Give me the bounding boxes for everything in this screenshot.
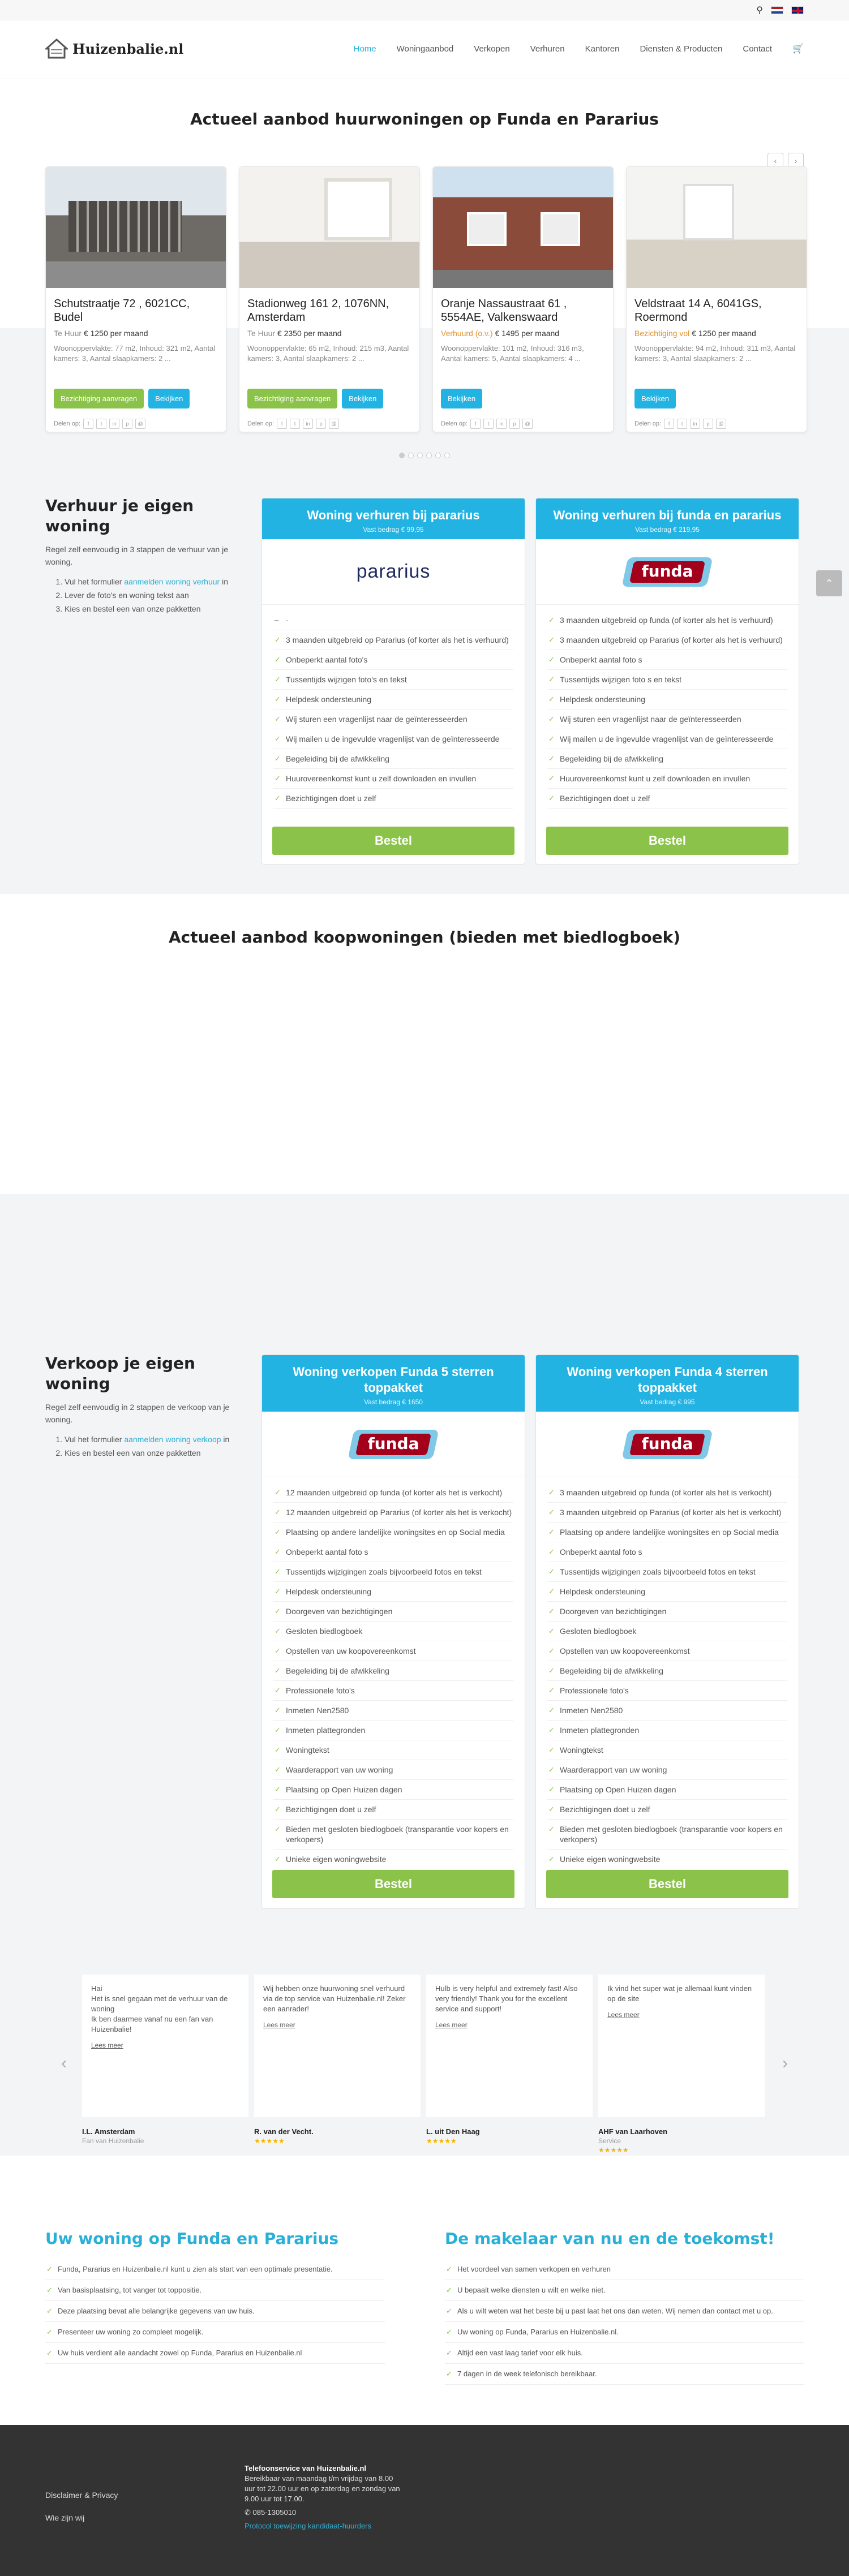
verhuur-step-3: 3. Kies en bestel een van onze pakketten xyxy=(65,602,232,616)
property-price: € 1250 per maand xyxy=(692,329,756,338)
pkg-feature: ✓ Inmeten Nen2580 xyxy=(547,1701,787,1721)
logo-text: Huizenbalie.nl xyxy=(72,40,184,57)
email-icon[interactable]: @ xyxy=(135,419,145,429)
testimonial-author xyxy=(82,2127,248,2154)
usp-left-title: Uw woning op Funda en Pararius xyxy=(45,2229,339,2248)
pkg-feature: ✓ Begeleiding bij de afwikkeling xyxy=(273,749,513,769)
pkg-funda-5-star xyxy=(261,1354,525,1909)
property-status: Bezichtiging vol xyxy=(634,329,690,338)
linkedin-icon[interactable]: in xyxy=(690,419,700,429)
carousel-dots xyxy=(0,453,849,458)
property-title[interactable]: Schutstraatje 72 , 6021CC, Budel xyxy=(54,298,190,324)
property-price: € 1250 per maand xyxy=(83,329,148,338)
read-more-link[interactable]: Lees meer xyxy=(607,2011,640,2019)
share-bar: Delen op: f t in p @ xyxy=(247,419,411,429)
rating-stars-icon: ★★★★★ xyxy=(598,2146,629,2154)
email-icon[interactable]: @ xyxy=(329,419,339,429)
usp-item: ✓ Uw huis verdient alle aandacht zowel op Funda, Pararius en Huizenbalie.nl xyxy=(45,2343,385,2364)
usp-right-title: De makelaar van nu en de toekomst! xyxy=(445,2229,775,2248)
property-status: Te Huur xyxy=(54,329,82,338)
pkg-feature: ✓ Onbeperkt aantal foto's xyxy=(273,650,513,670)
pkg-feature: ✓ Onbeperkt aantal foto s xyxy=(547,650,787,670)
koop-section-title: Actueel aanbod koopwoningen (bieden met biedlogboek) xyxy=(168,928,681,947)
pkg-feature: ✓ Woningtekst xyxy=(273,1740,513,1760)
pkg-feature: ✓ Plaatsing op andere landelijke woningsites en op Social media xyxy=(273,1523,513,1542)
verkoop-step-2: 2. Kies en bestel een van onze pakketten xyxy=(65,1446,232,1460)
order-button[interactable]: Bestel xyxy=(546,827,788,855)
pkg-feature: ✓ Bezichtigingen doet u zelf xyxy=(547,789,787,809)
pkg-feature: ✓ Professionele foto's xyxy=(273,1681,513,1701)
facebook-icon[interactable]: f xyxy=(664,419,674,429)
pkg-title: Woning verkopen Funda 5 sterren toppakket xyxy=(293,1365,494,1395)
verhuur-intro xyxy=(45,496,232,616)
funda-logo: funda xyxy=(625,557,710,587)
pkg-funda-4-star xyxy=(535,1354,799,1909)
facebook-icon[interactable]: f xyxy=(277,419,287,429)
pkg-feature: ✓ Wij sturen een vragenlijst naar de geïnteresseerden xyxy=(547,709,787,729)
property-description: Woonoppervlakte: 77 m2, Inhoud: 321 m2, Aantal kamers: 3, Aantal slaapkamers: 2 ... xyxy=(54,344,216,363)
usp-item: ✓ Van basisplaatsing, tot vanger tot toppositie. xyxy=(45,2280,385,2301)
facebook-icon[interactable]: f xyxy=(470,419,481,429)
pkg-feature: ✓ Gesloten biedlogboek xyxy=(547,1622,787,1641)
pkg-feature: ✓ 3 maanden uitgebreid op Pararius (of korter als het is verkocht) xyxy=(547,1503,787,1523)
pkg-feature: ✓ Plaatsing op andere landelijke woningsites en op Social media xyxy=(547,1523,787,1542)
author-role: Service xyxy=(598,2137,621,2145)
share-bar: Delen op: f t in p @ xyxy=(634,419,799,429)
pkg-price: Vast bedrag € 219,95 xyxy=(635,526,700,534)
carousel-dot[interactable] xyxy=(399,453,405,458)
usp-item: ✓ Deze plaatsing bevat alle belangrijke gegevens van uw huis. xyxy=(45,2301,385,2322)
author-role: Fan van Huizenbalie xyxy=(82,2137,144,2145)
carousel-dot[interactable] xyxy=(417,453,423,458)
read-more-link[interactable]: Lees meer xyxy=(435,2021,468,2029)
twitter-icon[interactable]: t xyxy=(96,419,106,429)
dutch-flag-icon[interactable] xyxy=(771,6,783,14)
search-icon[interactable]: ⚲ xyxy=(756,6,763,15)
order-button[interactable]: Bestel xyxy=(272,1870,514,1898)
pinterest-icon[interactable]: p xyxy=(122,419,132,429)
carousel-prev-button[interactable]: ‹ xyxy=(767,153,783,169)
pkg-feature: ✓ Inmeten Nen2580 xyxy=(273,1701,513,1721)
main-nav xyxy=(354,43,804,54)
pkg-feature: ✓ Opstellen van uw koopovereenkomst xyxy=(547,1641,787,1661)
testimonial-text: Hai Het is snel gegaan met de verhuur van de woning Ik ben daarmee vanaf nu een fan van Huizenbalie! xyxy=(91,1984,228,2033)
property-title[interactable]: Veldstraat 14 A, 6041GS, Roermond xyxy=(634,298,762,324)
twitter-icon[interactable]: t xyxy=(483,419,494,429)
linkedin-icon[interactable]: in xyxy=(303,419,313,429)
verkoop-intro-text: Regel zelf eenvoudig in 2 stappen de verkoop van je woning. xyxy=(45,1403,230,1424)
pkg-feature: ✓ Gesloten biedlogboek xyxy=(273,1622,513,1641)
pkg-feature: ✓ 3 maanden uitgebreid op Pararius (of korter als het is verhuurd) xyxy=(273,630,513,650)
pkg-feature: ✓ 3 maanden uitgebreid op funda (of korter als het is verkocht) xyxy=(547,1483,787,1503)
property-price: € 1495 per maand xyxy=(495,329,560,338)
property-description: Woonoppervlakte: 94 m2, Inhoud: 311 m3, Aantal kamers: 3, Aantal slaapkamers: 2 ... xyxy=(634,344,796,363)
pkg-feature: ✓ Huurovereenkomst kunt u zelf downloaden en invullen xyxy=(273,769,513,789)
carousel-next-button[interactable]: › xyxy=(788,153,804,169)
pkg-feature: ✓ Plaatsing op Open Huizen dagen xyxy=(547,1780,787,1800)
pkg-feature: ✓ Huurovereenkomst kunt u zelf downloaden en invullen xyxy=(547,769,787,789)
property-card[interactable] xyxy=(432,166,614,432)
pkg-feature: ✓ Waarderapport van uw woning xyxy=(547,1760,787,1780)
property-title[interactable]: Stadionweg 161 2, 1076NN, Amsterdam xyxy=(247,298,389,324)
funda-logo: funda xyxy=(625,1430,710,1459)
pkg-feature: ✓ Wij mailen u de ingevulde vragenlijst van de geïnteresseerde xyxy=(547,729,787,749)
property-photo[interactable] xyxy=(627,167,807,288)
testimonial-text: Wij hebben onze huurwoning snel verhuurd via de top service van Huizenbalie.nl! Zeker een aanrader! xyxy=(263,1984,406,2013)
rent-section-title: Actueel aanbod huurwoningen op Funda en Pararius xyxy=(190,110,659,128)
pkg-price: Vast bedrag € 99,95 xyxy=(363,526,424,534)
pkg-feature: ✓ Helpdesk ondersteuning xyxy=(547,690,787,709)
property-photo[interactable] xyxy=(46,167,226,288)
usp-item: ✓ Het voordeel van samen verkopen en verhuren xyxy=(445,2259,804,2280)
testimonials-section xyxy=(0,1941,849,2156)
view-button[interactable]: Bekijken xyxy=(634,389,676,408)
pkg-feature: ✓ Begeleiding bij de afwikkeling xyxy=(273,1661,513,1681)
view-button[interactable]: Bekijken xyxy=(441,389,482,408)
pkg-feature: ✓ Tussentijds wijzigingen zoals bijvoorbeeld fotos en tekst xyxy=(273,1562,513,1582)
property-card[interactable] xyxy=(626,166,807,432)
email-icon[interactable]: @ xyxy=(716,419,726,429)
carousel-dot[interactable] xyxy=(435,453,441,458)
cart-icon[interactable]: 🛒 xyxy=(792,44,804,54)
pkg-feature: ✓ Opstellen van uw koopovereenkomst xyxy=(273,1641,513,1661)
pkg-title: Woning verhuren bij pararius xyxy=(307,508,480,522)
pkg-feature: ✓ 12 maanden uitgebreid op Pararius (of korter als het is verkocht) xyxy=(273,1503,513,1523)
property-price: € 2350 per maand xyxy=(277,329,342,338)
pkg-feature: ✓ Unieke eigen woningwebsite xyxy=(547,1850,787,1869)
read-more-link[interactable]: Lees meer xyxy=(91,2041,123,2049)
testimonial-author xyxy=(254,2127,421,2154)
funda-logo: funda xyxy=(351,1430,436,1459)
footer-phone[interactable]: ✆ 085-1305010 xyxy=(245,2508,297,2517)
author-name: I.L. Amsterdam xyxy=(82,2127,135,2136)
usp-item: ✓ Altijd een vast laag tarief voor elk huis. xyxy=(445,2343,804,2364)
pkg-feature: ✓ Inmeten plattegronden xyxy=(273,1721,513,1740)
viewing-request-button[interactable]: Bezichtiging aanvragen xyxy=(54,389,144,408)
share-bar: Delen op: f t in p @ xyxy=(441,419,605,429)
back-to-top-button[interactable]: ⌃ xyxy=(816,570,842,596)
author-name: L. uit Den Haag xyxy=(426,2127,480,2136)
nav-verhuren[interactable]: Verhuren xyxy=(530,44,565,54)
usp-item: ✓ U bepaalt welke diensten u wilt en welke niet. xyxy=(445,2280,804,2301)
carousel-dot[interactable] xyxy=(426,453,432,458)
pkg-feature: ✓ Wij mailen u de ingevulde vragenlijst van de geïnteresseerde xyxy=(273,729,513,749)
pkg-feature: ✓ Doorgeven van bezichtigingen xyxy=(547,1602,787,1622)
rent-carousel xyxy=(0,156,849,427)
pkg-feature: ✓ Tussentijds wijzigen foto s en tekst xyxy=(547,670,787,690)
pkg-title: Woning verkopen Funda 4 sterren toppakket xyxy=(567,1365,768,1395)
verhuur-heading: Verhuur je eigen woning xyxy=(45,496,194,535)
share-bar: Delen op: f t in p @ xyxy=(54,419,218,429)
footer-tel-text: Bereikbaar van maandag t/m vrijdag van 8.00 uur tot 22.00 uur en op zaterdag en zondag van 9.00 uur tot 17.00. xyxy=(245,2474,400,2503)
pkg-pararius-rent xyxy=(261,498,525,865)
pkg-feature: ✓ Bezichtigingen doet u zelf xyxy=(273,789,513,809)
pkg-feature: ✓ 3 maanden uitgebreid op Pararius (of korter als het is verhuurd) xyxy=(547,630,787,650)
verhuur-step-1: 1. Vul het formulier aanmelden woning verhuur in xyxy=(65,575,232,588)
pkg-title: Woning verhuren bij funda en pararius xyxy=(553,508,782,522)
pkg-feature: ✓ Unieke eigen woningwebsite xyxy=(273,1850,513,1869)
aanmelden-verkoop-link[interactable]: aanmelden woning verkoop xyxy=(124,1435,221,1444)
verhuur-intro-text: Regel zelf eenvoudig in 3 stappen de verhuur van je woning. xyxy=(45,545,228,566)
pkg-feature: ✓ Professionele foto's xyxy=(547,1681,787,1701)
view-button[interactable]: Bekijken xyxy=(342,389,383,408)
pkg-feature: ✓ Tussentijds wijzigingen zoals bijvoorbeeld fotos en tekst xyxy=(547,1562,787,1582)
verkoop-heading: Verkoop je eigen woning xyxy=(45,1354,195,1393)
pkg-feature: ✓ Plaatsing op Open Huizen dagen xyxy=(273,1780,513,1800)
pkg-feature: ✓ Wij sturen een vragenlijst naar de geïnteresseerden xyxy=(273,709,513,729)
usp-item: ✓ 7 dagen in de week telefonisch bereikbaar. xyxy=(445,2364,804,2385)
viewing-request-button[interactable]: Bezichtiging aanvragen xyxy=(247,389,337,408)
usp-item: ✓ Uw woning op Funda, Pararius en Huizenbalie.nl. xyxy=(445,2322,804,2343)
pkg-feature: ✓ Bieden met gesloten biedlogboek (transparantie voor kopers en verkopers) xyxy=(547,1820,787,1850)
house-logo-icon xyxy=(45,37,68,60)
pkg-feature: ✓ 3 maanden uitgebreid op funda (of korter als het is verhuurd) xyxy=(547,610,787,630)
footer-about-link[interactable]: Wie zijn wij xyxy=(45,2513,85,2522)
rating-stars-icon: ★★★★★ xyxy=(254,2137,285,2145)
site-header xyxy=(0,20,849,79)
pkg-price: Vast bedrag € 995 xyxy=(640,1398,695,1406)
pkg-feature: ✓ Onbeperkt aantal foto s xyxy=(547,1542,787,1562)
logo[interactable] xyxy=(45,37,183,60)
property-description: Woonoppervlakte: 101 m2, Inhoud: 316 m3, Aantal kamers: 5, Aantal slaapkamers: 4 ... xyxy=(441,344,584,363)
property-description: Woonoppervlakte: 65 m2, Inhoud: 215 m3, Aantal kamers: 3, Aantal slaapkamers: 2 ... xyxy=(247,344,409,363)
pkg-funda-rent xyxy=(535,498,799,865)
pkg-feature: ✓ Bieden met gesloten biedlogboek (transparantie voor kopers en verkopers) xyxy=(273,1820,513,1850)
pkg-feature: ✓ Doorgeven van bezichtigingen xyxy=(273,1602,513,1622)
nav-verkopen[interactable]: Verkopen xyxy=(474,44,510,54)
english-flag-icon[interactable] xyxy=(791,6,804,14)
testimonial-card xyxy=(426,1975,593,2117)
nav-home[interactable]: Home xyxy=(353,44,376,54)
footer-tel-title: Telefoonservice van Huizenbalie.nl xyxy=(245,2464,367,2472)
property-title[interactable]: Oranje Nassaustraat 61 , 5554AE, Valkenswaard xyxy=(441,298,567,324)
rent-section xyxy=(0,110,849,128)
verkoop-intro xyxy=(45,1353,232,1460)
pinterest-icon[interactable]: p xyxy=(703,419,713,429)
twitter-icon[interactable]: t xyxy=(677,419,687,429)
testimonial-author xyxy=(426,2127,593,2154)
pararius-logo: pararius xyxy=(356,561,431,582)
top-bar xyxy=(0,0,849,20)
property-photo[interactable] xyxy=(239,167,419,288)
carousel-dot[interactable] xyxy=(408,453,414,458)
author-name: AHF van Laarhoven xyxy=(598,2127,668,2136)
property-card[interactable] xyxy=(45,166,226,432)
nav-diensten[interactable]: Diensten & Producten xyxy=(640,44,723,54)
pkg-feature: ✓ 12 maanden uitgebreid op funda (of korter als het is verkocht) xyxy=(273,1483,513,1503)
order-button[interactable]: Bestel xyxy=(546,1870,788,1898)
testimonial-author xyxy=(598,2127,765,2154)
pinterest-icon[interactable]: p xyxy=(316,419,326,429)
linkedin-icon[interactable]: in xyxy=(109,419,119,429)
pinterest-icon[interactable]: p xyxy=(509,419,520,429)
pkg-feature: ✓ Begeleiding bij de afwikkeling xyxy=(547,749,787,769)
usp-item: ✓ Presenteer uw woning zo compleet mogelijk. xyxy=(45,2322,385,2343)
verkoop-step-1: 1. Vul het formulier aanmelden woning verkoop in xyxy=(65,1433,232,1446)
nav-contact[interactable]: Contact xyxy=(743,44,773,54)
aanmelden-verhuur-link[interactable]: aanmelden woning verhuur xyxy=(124,577,220,586)
pkg-feature: ✓ Tussentijds wijzigen foto's en tekst xyxy=(273,670,513,690)
testimonial-card xyxy=(598,1975,765,2117)
usp-right xyxy=(445,2229,804,2385)
testimonial-text: Hulb is very helpful and extremely fast! Also very friendly! Thank you for the excellent service and support! xyxy=(435,1984,578,2013)
site-footer xyxy=(0,2425,849,2576)
footer-disclaimer-link[interactable]: Disclaimer & Privacy xyxy=(45,2491,118,2500)
author-name: R. van der Vecht. xyxy=(254,2127,314,2136)
view-button[interactable]: Bekijken xyxy=(148,389,190,408)
facebook-icon[interactable]: f xyxy=(83,419,93,429)
pkg-feature: ✓ Helpdesk ondersteuning xyxy=(547,1582,787,1602)
testimonial-card xyxy=(254,1975,421,2117)
testimonial-text: Ik vind het super wat je allemaal kunt vinden op de site xyxy=(607,1984,752,2003)
property-status: Verhuurd (o.v.) xyxy=(441,329,493,338)
nav-woningaanbod[interactable]: Woningaanbod xyxy=(396,44,454,54)
pkg-feature: ✓ Begeleiding bij de afwikkeling xyxy=(547,1661,787,1681)
order-button[interactable]: Bestel xyxy=(272,827,514,855)
pkg-feature: ✓ Helpdesk ondersteuning xyxy=(273,1582,513,1602)
pkg-price: Vast bedrag € 1650 xyxy=(364,1398,423,1406)
twitter-icon[interactable]: t xyxy=(290,419,300,429)
pkg-feature: ✓ Helpdesk ondersteuning xyxy=(273,690,513,709)
usp-item: ✓ Funda, Pararius en Huizenbalie.nl kunt u zien als start van een optimale presentatie. xyxy=(45,2259,385,2280)
phone-icon: ✆ xyxy=(245,2508,251,2517)
pkg-feature: ✓ Onbeperkt aantal foto s xyxy=(273,1542,513,1562)
nav-kantoren[interactable]: Kantoren xyxy=(585,44,620,54)
testimonial-prev-icon[interactable]: ‹ xyxy=(61,2054,67,2072)
read-more-link[interactable]: Lees meer xyxy=(263,2021,295,2029)
pkg-feature: – - xyxy=(273,610,513,630)
koop-section xyxy=(0,928,849,947)
footer-protocol-link[interactable]: Protocol toewijzing kandidaat-huurders xyxy=(245,2522,372,2530)
pkg-feature: ✓ Woningtekst xyxy=(547,1740,787,1760)
property-status: Te Huur xyxy=(247,329,276,338)
usp-item: ✓ Als u wilt weten wat het beste bij u past laat het ons dan weten. Wij nemen dan contact met u op. xyxy=(445,2301,804,2322)
testimonial-card xyxy=(82,1975,248,2117)
rating-stars-icon: ★★★★★ xyxy=(426,2137,457,2145)
usp-left xyxy=(45,2229,385,2364)
pkg-feature: ✓ Waarderapport van uw woning xyxy=(273,1760,513,1780)
pkg-feature: ✓ Bezichtigingen doet u zelf xyxy=(547,1800,787,1820)
email-icon[interactable]: @ xyxy=(522,419,533,429)
pkg-feature: ✓ Bezichtigingen doet u zelf xyxy=(273,1800,513,1820)
property-card[interactable] xyxy=(239,166,420,432)
carousel-dot[interactable] xyxy=(444,453,450,458)
verhuur-step-2: 2. Lever de foto's en woning tekst aan xyxy=(65,588,232,602)
pkg-feature: ✓ Inmeten plattegronden xyxy=(547,1721,787,1740)
linkedin-icon[interactable]: in xyxy=(496,419,507,429)
property-photo[interactable] xyxy=(433,167,613,288)
testimonial-next-icon[interactable]: › xyxy=(782,2054,788,2072)
